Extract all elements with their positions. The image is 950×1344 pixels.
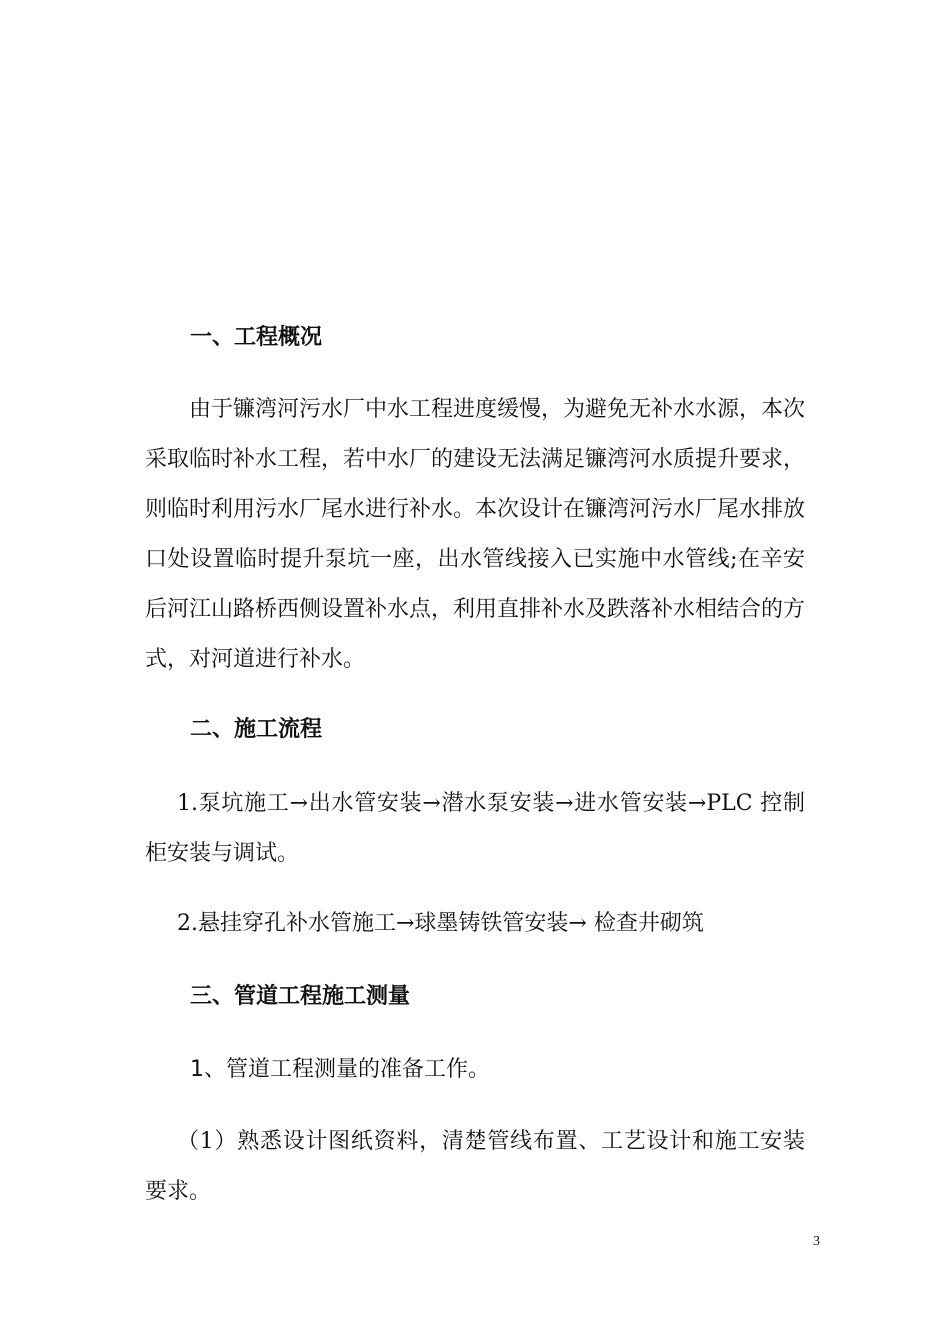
process-item-1: 1.泵坑施工→出水管安装→潜水泵安装→进水管安装→PLC 控制柜安装与调试。	[145, 791, 805, 866]
section-heading-survey: 三、管道工程施工测量	[190, 984, 411, 1009]
section-heading-process: 二、施工流程	[190, 717, 323, 742]
section-heading-overview: 一、工程概况	[190, 325, 323, 350]
survey-item-1: （1）熟悉设计图纸资料，清楚管线布置、工艺设计和施工安装要求。	[145, 1129, 805, 1204]
page-number: 3	[813, 1234, 820, 1249]
survey-subheading-1: 1、管道工程测量的准备工作。	[190, 1057, 490, 1082]
overview-paragraph: 由于镰湾河污水厂中水工程进度缓慢，为避免无补水水源，本次采取临时补水工程，若中水厂的建设无法满足镰湾河水质提升要求，则临时利用污水厂尾水进行补水。本次设计在镰湾河污水厂尾水排放口处设置临时提升泵坑一座，出水管线接入已实施中水管线;在辛安后河江山路桥西侧设置补水点，利用直排补水及跌落补水相结合的方式，对河道进行补水。	[145, 397, 806, 672]
process-item-2: 2.悬挂穿孔补水管施工→球墨铸铁管安装→ 检查井砌筑	[177, 911, 704, 936]
